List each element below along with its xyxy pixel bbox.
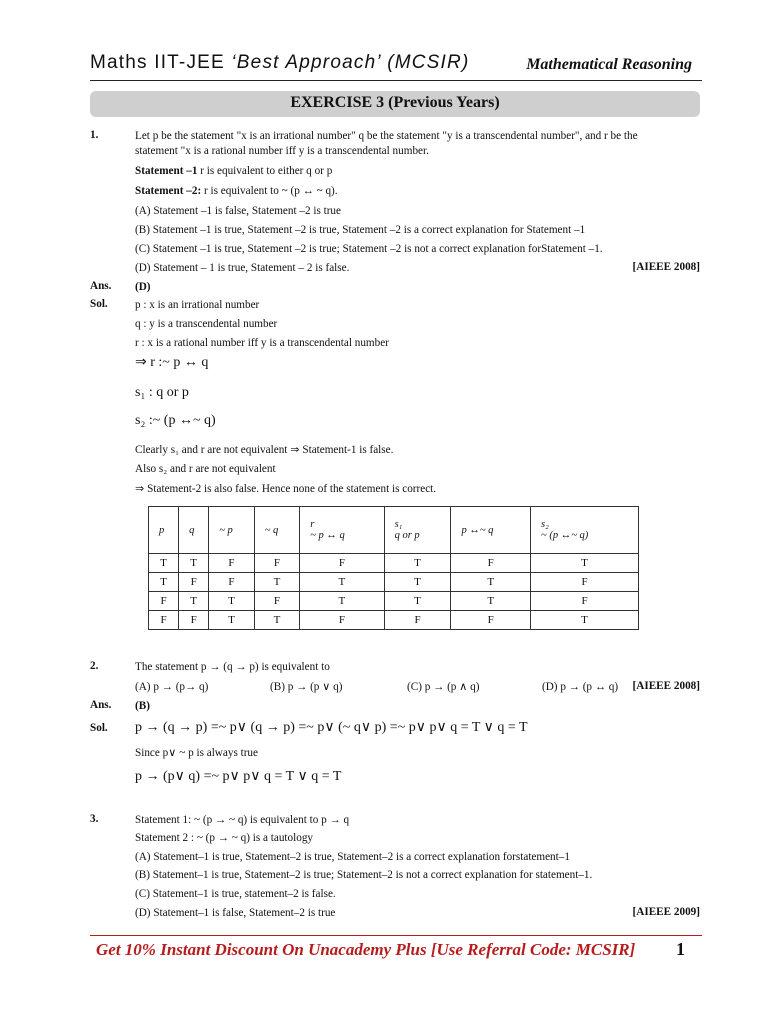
q3-statement2: Statement 2 : ~ (p → ~ q) is a tautology — [135, 832, 314, 844]
table-cell: T — [531, 611, 639, 630]
table-cell: F — [384, 611, 451, 630]
table-cell: T — [384, 573, 451, 592]
q2-number: 2. — [90, 660, 99, 672]
truth-table-header — [149, 507, 639, 554]
q1-option-a: (A) Statement –1 is false, Statement –2 is true — [135, 205, 341, 217]
q1-also: Also s₂ and r are not equivalent — [135, 463, 276, 475]
q1-line1: Let p be the statement "x is an irrational number" q be the statement "y is a transcendental number", and r be the — [135, 130, 638, 142]
table-cell: T — [254, 611, 300, 630]
table-cell: F — [451, 554, 531, 573]
table-cell: F — [531, 573, 639, 592]
q1-line2: statement "x is a rational number iff y is a transcendental number. — [135, 145, 429, 157]
q3-option-d: (D) Statement–1 is false, Statement–2 is true — [135, 907, 336, 919]
q2-option-b: (B) p → (p ∨ q) — [270, 681, 343, 693]
table-cell: T — [384, 554, 451, 573]
q2-stem: The statement p → (q → p) is equivalent to — [135, 661, 330, 673]
table-row — [149, 592, 639, 611]
table-cell: T — [300, 573, 384, 592]
th-q: q — [179, 507, 209, 554]
table-cell: F — [209, 573, 255, 592]
q1-statement2 — [135, 184, 338, 198]
th-p-iff-not-q: p ↔~ q — [451, 507, 531, 554]
exercise-title: EXERCISE 3 (Previous Years) — [290, 94, 500, 111]
q1-implication: ⇒ r :~ p ↔ q — [135, 355, 209, 370]
q2-since: Since p∨ ~ p is always true — [135, 747, 258, 759]
q2-exam-tag: [AIEEE 2008] — [632, 680, 700, 692]
table-cell: F — [149, 611, 179, 630]
th-not-p: ~ p — [209, 507, 255, 554]
q1-option-c: (C) Statement –1 is true, Statement –2 is true; Statement –2 is not a correct explanation forStatement –1. — [135, 243, 603, 255]
q1-s2-label: Statement –2: — [135, 185, 202, 197]
footer-rule — [90, 935, 702, 936]
table-cell: T — [149, 573, 179, 592]
table-cell: T — [209, 592, 255, 611]
q1-s2-text: r is equivalent to ~ (p ↔ ~ q). — [201, 185, 338, 197]
table-cell: T — [254, 573, 300, 592]
q2-option-a: (A) p → (p→ q) — [135, 681, 209, 693]
q1-option-b: (B) Statement –1 is true, Statement –2 is true, Statement –2 is a correct explanation for Statement –1 — [135, 224, 586, 236]
table-cell: F — [254, 592, 300, 611]
table-cell: T — [149, 554, 179, 573]
page-number: 1 — [676, 939, 685, 959]
q1-sol-line1: p : x is an irrational number — [135, 299, 260, 311]
q2-answer: (B) — [135, 700, 150, 712]
th-s1: s₁ q or p — [384, 507, 451, 554]
q1-exam-tag: [AIEEE 2008] — [632, 261, 700, 273]
header-rule — [90, 80, 702, 81]
table-row — [149, 611, 639, 630]
q1-s1-label: Statement –1 — [135, 165, 198, 177]
q3-exam-tag: [AIEEE 2009] — [632, 906, 700, 918]
table-row — [149, 554, 639, 573]
table-cell: F — [254, 554, 300, 573]
q3-option-a: (A) Statement–1 is true, Statement–2 is true, Statement–2 is a correct explanation forstatement–1 — [135, 851, 570, 863]
footer-promo: Get 10% Instant Discount On Unacademy Plus [Use Referral Code: MCSIR] — [96, 940, 636, 959]
q2-ans-label: Ans. — [90, 699, 112, 711]
q1-answer: (D) — [135, 281, 151, 293]
q2-sol-line2: p → (p∨ q) =~ p∨ p∨ q = T ∨ q = T — [135, 769, 342, 784]
header-title — [90, 52, 469, 74]
table-cell: F — [179, 573, 209, 592]
header-topic: Mathematical Reasoning — [526, 56, 692, 73]
table-cell: T — [451, 592, 531, 611]
th-r: r ~ p ↔ q — [300, 507, 384, 554]
q1-sol-line3: r : x is a rational number iff y is a transcendental number — [135, 337, 389, 349]
q1-clearly: Clearly s₁ and r are not equivalent ⇒ Statement-1 is false. — [135, 444, 394, 456]
table-cell: T — [531, 554, 639, 573]
table-cell: T — [384, 592, 451, 611]
q2-sol-line1: p → (q → p) =~ p∨ (q → p) =~ p∨ (~ q∨ p) =~ p∨ p∨ q = T ∨ q = T — [135, 720, 528, 735]
table-cell: F — [149, 592, 179, 611]
q1-number: 1. — [90, 129, 99, 141]
table-cell: F — [300, 554, 384, 573]
q3-option-c: (C) Statement–1 is true, statement–2 is false. — [135, 888, 336, 900]
q1-sol-line2: q : y is a transcendental number — [135, 318, 278, 330]
q3-number: 3. — [90, 813, 99, 825]
table-cell: T — [209, 611, 255, 630]
q2-option-d: (D) p → (p ↔ q) — [542, 681, 619, 693]
q1-sol-label: Sol. — [90, 298, 108, 310]
th-s2: s₂ ~ (p ↔~ q) — [531, 507, 639, 554]
table-cell: T — [451, 573, 531, 592]
q3-option-b: (B) Statement–1 is true, Statement–2 is true; Statement–2 is not a correct explanation for statement–1. — [135, 869, 593, 881]
table-cell: T — [179, 592, 209, 611]
q2-sol-label: Sol. — [90, 722, 108, 734]
th-p: p — [149, 507, 179, 554]
th-not-q: ~ q — [254, 507, 300, 554]
header-prefix: Maths IIT-JEE — [90, 52, 232, 73]
table-cell: F — [451, 611, 531, 630]
q1-s1-text: r is equivalent to either q or p — [197, 165, 333, 177]
q1-ans-label: Ans. — [90, 280, 112, 292]
q1-statement1 — [135, 164, 332, 178]
q1-hence: ⇒ Statement-2 is also false. Hence none of the statement is correct. — [135, 483, 437, 495]
table-cell: F — [209, 554, 255, 573]
q1-option-d: (D) Statement – 1 is true, Statement – 2 is false. — [135, 262, 350, 274]
q3-statement1: Statement 1: ~ (p → ~ q) is equivalent to p → q — [135, 814, 350, 826]
table-cell: T — [300, 592, 384, 611]
q1-s1-def: s₁ : q or p — [135, 385, 189, 400]
truth-table — [148, 506, 639, 630]
q2-option-c: (C) p → (p ∧ q) — [407, 681, 480, 693]
table-cell: T — [179, 554, 209, 573]
q1-s2-def: s₂ :~ (p ↔~ q) — [135, 413, 216, 428]
header-italic: ‘Best Approach’ (MCSIR) — [231, 52, 470, 73]
table-cell: F — [531, 592, 639, 611]
table-row — [149, 573, 639, 592]
table-cell: F — [300, 611, 384, 630]
table-cell: F — [179, 611, 209, 630]
